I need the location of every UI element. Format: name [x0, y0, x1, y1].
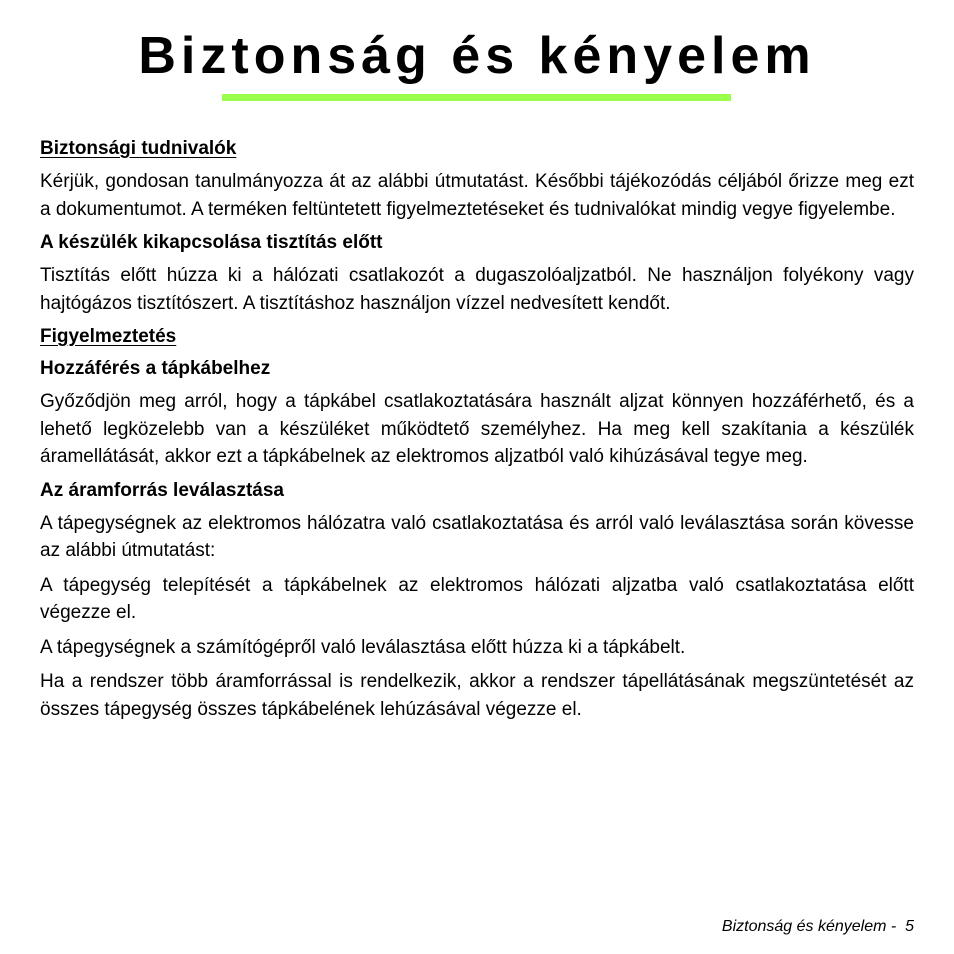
title-underline-bar: [222, 94, 731, 101]
document-body: [40, 136, 914, 730]
power-cord-access-paragraph: Győződjön meg arról, hogy a tápkábel csatlakoztatására használt aljzat könnyen hozzáférhető, és a lehető legközelebb van a készüléket működtető személyhez. Ha meg kell szakítania a készülék áramellátását, akkor ezt a tápkábelnek az elektromos aljzatból való kihúzásával tegye meg.: [40, 391, 914, 467]
section-heading-safety-info: Biztonsági tudnivalók: [40, 138, 237, 159]
section-heading-warning: Figyelmeztetés: [40, 326, 177, 347]
page-title: Biztonság és kényelem: [138, 27, 816, 85]
unplug-before-disconnect-paragraph: A tápegységnek a számítógépről való leválasztása előtt húzza ki a tápkábelt.: [40, 636, 686, 658]
disconnect-power-paragraph: A tápegységnek az elektromos hálózatra való csatlakoztatása és arról való leválasztása során kövesse az alábbi útmutatást:: [40, 512, 914, 561]
install-power-supply-paragraph: A tápegység telepítését a tápkábelnek az elektromos hálózati aljzatba való csatlakoztatása előtt végezze el.: [40, 574, 914, 623]
sub-heading-turn-off-before-cleaning: A készülék kikapcsolása tisztítás előtt: [40, 232, 383, 253]
page-footer: Biztonság és kényelem - 5: [721, 918, 914, 935]
cleaning-paragraph: Tisztítás előtt húzza ki a hálózati csatlakozót a dugaszolóaljzatból. Ne használjon folyékony vagy hajtógázos tisztítószert. A tisztításhoz használjon vízzel nedvesített kendőt.: [40, 265, 914, 314]
sub-heading-power-cord-access: Hozzáférés a tápkábelhez: [40, 358, 271, 379]
safety-info-paragraph: Kérjük, gondosan tanulmányozza át az alábbi útmutatást. Későbbi tájékozódás céljából őrizze meg ezt a dokumentumot. A terméken feltüntetett figyelmeztetéseket és tudnivalókat mindig vegye figyelembe.: [40, 171, 914, 220]
multiple-power-sources-paragraph: Ha a rendszer több áramforrással is rendelkezik, akkor a rendszer tápellátásának megszüntetését az összes tápegység összes tápkábelének lehúzásával végezze el.: [40, 671, 914, 720]
sub-heading-disconnect-power: Az áramforrás leválasztása: [40, 479, 284, 501]
